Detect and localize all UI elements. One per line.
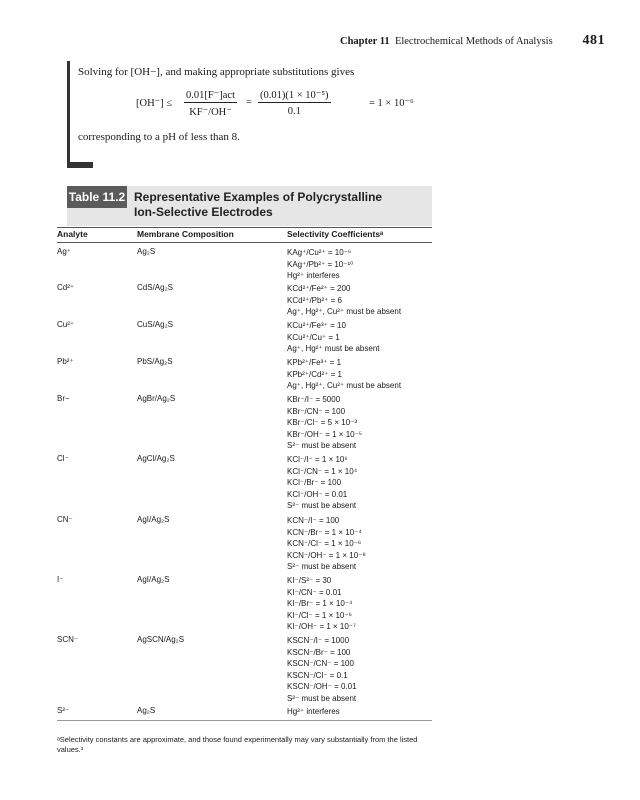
membrane-cell: AgCl/Ag₂S [137,454,175,463]
selectivity-coefficient: KCN⁻/I⁻ = 100 [287,516,340,525]
table-header-rule [57,242,432,243]
selectivity-coefficient: KAg⁺/Cu²⁺ = 10⁻⁶ [287,248,352,257]
selectivity-coefficient: KPb²⁺/Fe³⁺ = 1 [287,358,342,367]
selectivity-coefficient: KCN⁻/OH⁻ = 1 × 10⁻⁸ [287,550,366,560]
selectivity-coefficient: S²⁻ must be absent [287,693,357,703]
example-side-bar [67,61,70,165]
selectivity-cell [287,283,401,318]
selectivity-coefficient: KI⁻/Br⁻ = 1 × 10⁻⁴ [287,599,353,608]
selectivity-coefficient: KSCN⁻/OH⁻ = 0.01 [287,682,357,691]
selectivity-cell [287,394,362,452]
selectivity-coefficient: KSCN⁻/Br⁻ = 100 [287,647,351,657]
column-header-analyte: Analyte [57,229,88,239]
selectivity-cell [287,575,356,633]
column-header-membrane: Membrane Composition [137,229,234,239]
selectivity-coefficient: KSCN⁻/Cl⁻ = 0.1 [287,670,348,680]
running-header [340,33,605,52]
analyte-cell: Cd²⁺ [57,283,75,292]
selectivity-coefficient: KAg⁺/Pb²⁺ = 10⁻¹⁰ [287,259,354,269]
equation-fraction-2 [258,89,331,117]
membrane-cell: Ag₂S [137,706,156,715]
selectivity-coefficient: KCl⁻/Br⁻ = 100 [287,478,342,487]
selectivity-cell [287,247,353,282]
fraction-1-numerator: 0.01[F⁻]act [186,90,235,101]
selectivity-coefficient: S²⁻ must be absent [287,501,357,510]
equation-result: = 1 × 10⁻⁶ [369,98,414,109]
membrane-cell: CuS/Ag₂S [137,320,174,329]
table-heading [67,186,432,226]
membrane-cell: AgSCN/Ag₂S [137,635,185,644]
column-header-selectivity: Selectivity Coefficientsᵃ [287,229,384,239]
selectivity-coefficient: KCl⁻/CN⁻ = 1 × 10⁴ [287,466,358,476]
selectivity-coefficient: KI⁻/OH⁻ = 1 × 10⁻⁷ [287,622,356,631]
table-bottom-rule [57,720,432,721]
selectivity-coefficient: KBr⁻/Cl⁻ = 5 × 10⁻³ [287,418,358,427]
example-conclusion-text: corresponding to a pH of less than 8. [78,131,240,143]
selectivity-coefficient: KCu²⁺/Fe³⁺ = 10 [287,321,346,330]
selectivity-coefficient: KCd²⁺/Pb²⁺ = 6 [287,295,342,305]
selectivity-cell [287,515,366,573]
selectivity-coefficient: KI⁻/S²⁻ = 30 [287,576,332,585]
selectivity-coefficient: KCd²⁺/Fe²⁺ = 200 [287,284,351,293]
selectivity-coefficient: KCN⁻/Cl⁻ = 1 × 10⁻⁶ [287,539,362,548]
table-number-tag: Table 11.2 [67,186,127,208]
analyte-cell: Pb²⁺ [57,357,74,366]
membrane-cell: AgI/Ag₂S [137,575,170,584]
selectivity-coefficient: Ag⁺, Hg²⁺ must be absent [287,344,380,353]
selectivity-coefficient: KI⁻/Cl⁻ = 1 × 10⁻⁶ [287,610,352,620]
chapter-title: Electrochemical Methods of Analysis [394,36,553,47]
hydroxide-equation [136,90,516,124]
selectivity-coefficient: KCN⁻/Br⁻ = 1 × 10⁻⁴ [287,527,362,537]
selectivity-coefficient: Hg²⁺ interferes [287,707,340,716]
selectivity-cell [287,357,401,392]
selectivity-coefficient: KBr⁻/I⁻ = 5000 [287,395,341,404]
equation-lhs: [OH⁻] ≤ [136,98,173,109]
analyte-cell: Br− [57,394,70,403]
selectivity-coefficient: KSCN⁻/CN⁻ = 100 [287,659,354,668]
selectivity-coefficient: KBr⁻/CN⁻ = 100 [287,406,346,416]
selectivity-coefficient: KBr⁻/OH⁻ = 1 × 10⁻⁵ [287,429,363,439]
analyte-cell: Cu²⁺ [57,320,75,329]
selectivity-coefficient: KCl⁻/I⁻ = 1 × 10⁶ [287,455,348,464]
selectivity-coefficient: Ag⁺, Hg²⁺, Cu²⁺ must be absent [287,381,402,390]
analyte-cell: Cl⁻ [57,454,69,463]
fraction-2-denominator: 0.1 [287,106,301,117]
chapter-label: Chapter 11 [340,36,390,47]
selectivity-coefficient: KSCN⁻/I⁻ = 1000 [287,636,350,645]
selectivity-coefficient: KI⁻/CN⁻ = 0.01 [287,587,342,597]
page-number: 481 [582,33,605,48]
table-footnote: ᵃSelectivity constants are approximate, and those found experimentally may vary substantially from the listed values.³ [57,735,418,754]
membrane-cell: CdS/Ag₂S [137,283,174,292]
equals-sign: = [246,97,252,108]
example-end-marker [67,162,93,168]
membrane-cell: PbS/Ag₂S [137,357,173,366]
selectivity-coefficient: KCl⁻/OH⁻ = 0.01 [287,489,348,499]
table-title-line-2: Ion-Selective Electrodes [134,205,273,219]
fraction-2-numerator: (0.01)(1 × 10⁻⁵) [260,90,329,101]
membrane-cell: AgI/Ag₂S [137,515,170,524]
selectivity-cell [287,320,380,355]
table-top-rule [57,227,432,228]
selectivity-coefficient: Hg²⁺ interferes [287,271,340,280]
analyte-cell: S²⁻ [57,706,70,715]
table-title-line-1: Representative Examples of Polycrystalline [134,190,383,204]
selectivity-coefficient: KPb²⁺/Cd²⁺ = 1 [287,369,342,379]
example-intro-text: Solving for [OH−], and making appropriate substitutions gives [78,66,355,78]
selectivity-coefficient: S²⁻ must be absent [287,562,357,571]
selectivity-coefficient: S²⁻ must be absent [287,441,357,450]
analyte-cell: I⁻ [57,575,64,584]
analyte-cell: SCN⁻ [57,635,79,644]
selectivity-coefficient: KCu²⁺/Cu⁺ = 1 [287,332,340,342]
analyte-cell: CN⁻ [57,515,73,524]
membrane-cell: Ag₂S [137,247,156,256]
table-title [134,190,382,220]
selectivity-cell [287,454,357,512]
fraction-1-denominator: KF⁻/OH⁻ [189,107,232,118]
selectivity-cell [287,635,357,704]
analyte-cell: Ag⁺ [57,247,72,256]
selectivity-cell [287,706,340,718]
membrane-cell: AgBr/Ag₂S [137,394,176,403]
equation-fraction-1 [184,89,237,118]
selectivity-coefficient: Ag⁺, Hg²⁺, Cu²⁺ must be absent [287,307,402,316]
